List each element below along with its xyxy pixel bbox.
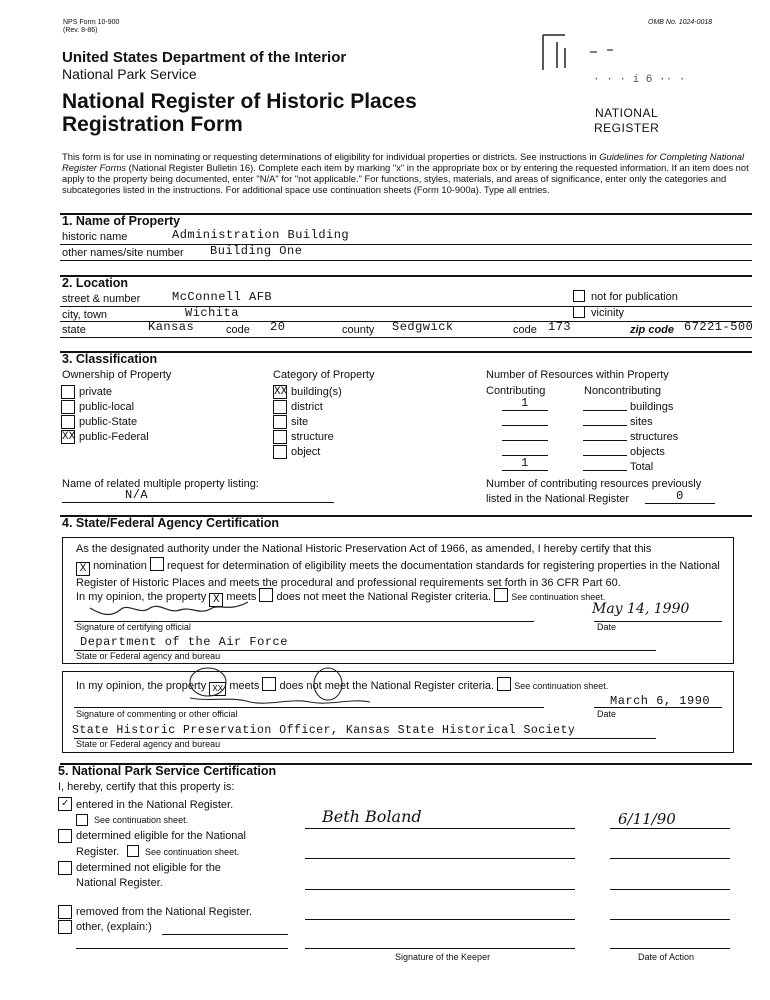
- historic-name-label: historic name: [62, 231, 128, 243]
- keeper-signature-label: Signature of the Keeper: [395, 952, 491, 962]
- resources-structures-label: structures: [630, 431, 679, 443]
- category-structure-checkbox[interactable]: [273, 430, 287, 444]
- street-label: street & number: [62, 293, 141, 305]
- section3-heading: 3. Classification: [62, 352, 158, 366]
- vicinity-checkbox[interactable]: [573, 306, 585, 318]
- stamp-national: NATIONAL: [595, 106, 659, 120]
- county-value[interactable]: Sedgwick: [392, 320, 454, 334]
- contributing-total-value[interactable]: 1: [521, 456, 529, 470]
- state-code-label: code: [226, 324, 250, 336]
- department-name: United States Department of the Interior: [62, 49, 347, 66]
- continuation-sheet-checkbox[interactable]: [494, 588, 508, 602]
- contributing-heading: Contributing: [486, 385, 546, 397]
- action-date-value[interactable]: 6/11/90: [618, 810, 676, 828]
- commenting-signature-label: Signature of commenting or other official: [76, 709, 238, 719]
- vicinity-label: vicinity: [591, 307, 625, 319]
- omb-number: OMB No. 1024-0018: [648, 19, 713, 26]
- agency2-value[interactable]: State Historic Preservation Officer, Kansas State Historical Society: [72, 724, 576, 737]
- commenting-date-label: Date: [597, 709, 617, 719]
- ownership-private-checkbox[interactable]: [61, 385, 75, 399]
- state-label: state: [62, 324, 86, 336]
- entered-continuation-label: See continuation sheet.: [94, 815, 189, 825]
- removed-label: removed from the National Register.: [76, 906, 253, 918]
- other-names-label: other names/site number: [62, 247, 184, 259]
- not-eligible-label-2: National Register.: [76, 877, 163, 889]
- form-title-line1: National Register of Historic Places: [62, 90, 417, 113]
- ownership-public-local-label: public-local: [79, 401, 135, 413]
- ownership-public-state-label: public-State: [79, 416, 138, 428]
- service-name: National Park Service: [62, 66, 197, 82]
- resources-heading: Number of Resources within Property: [486, 369, 669, 381]
- section2-heading: 2. Location: [62, 276, 128, 290]
- certifying-signature-label: Signature of certifying official: [76, 622, 191, 632]
- category-object-checkbox[interactable]: [273, 445, 287, 459]
- opinion2-line: In my opinion, the property XX meets does not meet the National Register criteria. See continuation sheet.: [76, 677, 608, 696]
- previous-listed-label-1: Number of contributing resources previously: [486, 478, 702, 490]
- certify-statement: I, hereby, certify that this property is:: [58, 781, 235, 793]
- category-building-checkbox[interactable]: XX: [274, 386, 288, 398]
- certifying-date-value[interactable]: May 14, 1990: [592, 601, 690, 617]
- county-code-label: code: [513, 324, 537, 336]
- not-eligible-checkbox[interactable]: [58, 861, 72, 875]
- county-code-value[interactable]: 173: [548, 320, 572, 334]
- form-revision: (Rev. 8-86): [63, 27, 98, 34]
- not-for-publication-checkbox[interactable]: [573, 290, 585, 302]
- category-heading: Category of Property: [273, 369, 375, 381]
- not-eligible-label-1: determined not eligible for the: [76, 862, 221, 874]
- svg-text:· · · i 6 ·· ·: · · · i 6 ·· ·: [593, 74, 685, 86]
- category-district-label: district: [291, 401, 323, 413]
- related-listing-label: Name of related multiple property listing:: [62, 478, 259, 490]
- ownership-public-local-checkbox[interactable]: [61, 400, 75, 414]
- resources-total-label: Total: [630, 461, 654, 473]
- ownership-heading: Ownership of Property: [62, 369, 172, 381]
- ownership-private-label: private: [79, 386, 113, 398]
- noncontributing-heading: Noncontributing: [584, 385, 662, 397]
- eligible-checkbox[interactable]: [58, 829, 72, 843]
- nomination-checkbox[interactable]: X: [76, 562, 90, 576]
- category-object-label: object: [291, 446, 321, 458]
- county-label: county: [342, 324, 375, 336]
- ownership-public-federal-label: public-Federal: [79, 431, 149, 443]
- entered-checkbox[interactable]: ✓: [58, 797, 72, 811]
- section4-heading: 4. State/Federal Agency Certification: [62, 516, 279, 530]
- zip-value[interactable]: 67221-500: [684, 320, 754, 334]
- city-label: city, town: [62, 309, 108, 321]
- entered-label: entered in the National Register.: [76, 799, 234, 811]
- nomination-label: nomination: [93, 560, 147, 572]
- not-for-publication-label: not for publication: [591, 291, 678, 303]
- eligibility-request-checkbox[interactable]: [150, 557, 164, 571]
- state-value[interactable]: Kansas: [148, 320, 195, 334]
- section5-heading: 5. National Park Service Certification: [58, 764, 277, 778]
- certifying-date-label: Date: [597, 622, 617, 632]
- received-stamp-icon: [535, 30, 685, 90]
- category-district-checkbox[interactable]: [273, 400, 287, 414]
- removed-checkbox[interactable]: [58, 905, 72, 919]
- agency1-label: State or Federal agency and bureau: [76, 651, 221, 661]
- related-listing-value[interactable]: N/A: [125, 488, 149, 502]
- city-value[interactable]: Wichita: [185, 306, 239, 320]
- state-code-value[interactable]: 20: [270, 320, 286, 334]
- historic-name-value[interactable]: Administration Building: [172, 228, 350, 242]
- category-building-label: building(s): [291, 386, 342, 398]
- resources-sites-label: sites: [630, 416, 653, 428]
- action-date-label: Date of Action: [638, 952, 695, 962]
- eligible-label-2: Register.: [76, 846, 120, 858]
- ownership-public-federal-checkbox[interactable]: XX: [62, 431, 76, 443]
- eligible-label-1: determined eligible for the National: [76, 830, 246, 842]
- keeper-signature-value[interactable]: Beth Boland: [322, 807, 422, 826]
- zip-label: zip code: [630, 324, 675, 336]
- entered-continuation-checkbox[interactable]: [76, 814, 88, 826]
- continuation-sheet2-checkbox[interactable]: [497, 677, 511, 691]
- guidelines-title: Guidelines for Completing National Register Forms: [62, 151, 745, 173]
- ownership-public-state-checkbox[interactable]: [61, 415, 75, 429]
- category-structure-label: structure: [291, 431, 334, 443]
- previous-listed-label-2: listed in the National Register: [486, 493, 630, 505]
- certifying-signature-icon: [80, 596, 300, 622]
- contributing-buildings-value[interactable]: 1: [521, 396, 529, 410]
- resources-objects-label: objects: [630, 446, 665, 458]
- instructions-paragraph: This form is for use in nominating or requesting determinations of eligibility for individual properties or districts. See instructions in Guidelines for Completing National Register Forms (National Register Bulletin 16). Complete each item by marking "x" in the appropriate box or by entering the requested information. If an item does not apply to the property being documented, enter "N/A" for "not applicable." For functions, styles, materials, and areas of significance, enter only the categories and subcategories listed in the instructions. For additional space use continuation sheets (Form 10-900a). Type all entries.: [62, 151, 749, 195]
- previous-listed-value[interactable]: 0: [676, 489, 684, 503]
- stamp-register: REGISTER: [594, 121, 660, 135]
- eligible-continuation-label: See continuation sheet.: [145, 847, 240, 857]
- other-label: other, (explain:): [76, 921, 152, 933]
- resources-buildings-label: buildings: [630, 401, 674, 413]
- commenting-date-value[interactable]: March 6, 1990: [610, 694, 711, 708]
- other-checkbox[interactable]: [58, 920, 72, 934]
- commenting-signature-icon: [170, 662, 400, 710]
- other-names-value[interactable]: Building One: [210, 244, 303, 258]
- category-site-checkbox[interactable]: [273, 415, 287, 429]
- opinion-line: In my opinion, the property X meets does not meet the National Register criteria. See continuation sheet.: [76, 588, 605, 607]
- eligible-continuation-checkbox[interactable]: [127, 845, 139, 857]
- certification-paragraph: As the designated authority under the National Historic Preservation Act of 1966, as amended, I hereby certify that this X nomination request for determination of eligibility meets the documentation standards for registering properties in the National Register of Historic Places and meets the procedural and professional requirements set forth in 36 CFR Part 60.: [76, 543, 720, 589]
- form-title-line2: Registration Form: [62, 113, 243, 136]
- form-number: NPS Form 10-900: [63, 19, 120, 26]
- street-value[interactable]: McConnell AFB: [172, 290, 273, 304]
- agency2-label: State or Federal agency and bureau: [76, 739, 221, 749]
- meets2-checkbox[interactable]: XX: [209, 682, 226, 696]
- agency1-value[interactable]: Department of the Air Force: [80, 635, 288, 649]
- section1-heading: 1. Name of Property: [62, 214, 181, 228]
- meets-checkbox[interactable]: X: [209, 593, 223, 607]
- category-site-label: site: [291, 416, 309, 428]
